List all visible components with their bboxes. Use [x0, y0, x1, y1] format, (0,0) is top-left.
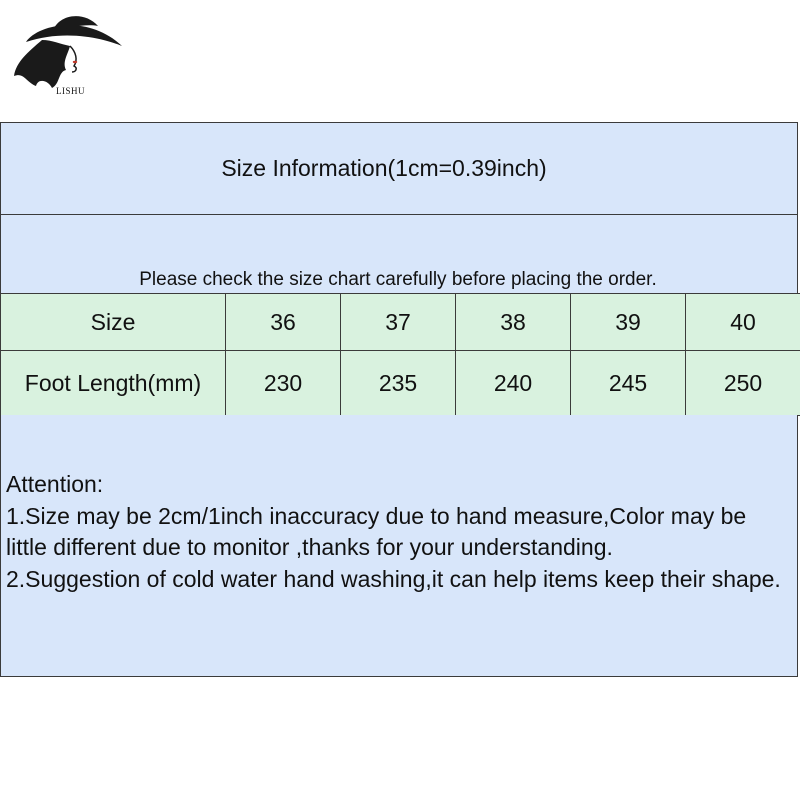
size-table	[0, 293, 800, 416]
size-chart-note-row	[1, 215, 797, 293]
table-cell: 36	[226, 294, 341, 351]
attention-line: 2.Suggestion of cold water hand washing,it can help items keep their shape.	[6, 565, 781, 592]
size-chart-note: Please check the size chart carefully before placing the order.	[139, 269, 657, 290]
size-chart-title: Size Information(1cm=0.39inch)	[221, 155, 547, 181]
table-row	[1, 294, 800, 351]
table-cell: 230	[226, 351, 341, 416]
table-cell: 245	[571, 351, 686, 416]
logo-text: LISHU	[56, 86, 85, 96]
table-cell: 40	[686, 294, 800, 351]
size-chart-header	[1, 123, 797, 215]
table-cell: 240	[456, 351, 571, 416]
table-row	[1, 351, 800, 416]
row-label-size: Size	[1, 294, 226, 351]
table-cell: 39	[571, 294, 686, 351]
table-cell: 235	[341, 351, 456, 416]
brand-logo	[8, 6, 128, 94]
row-label-foot-length: Foot Length(mm)	[1, 351, 226, 416]
attention-heading: Attention:	[6, 471, 104, 497]
attention-section	[1, 415, 797, 676]
table-cell: 38	[456, 294, 571, 351]
table-cell: 250	[686, 351, 800, 416]
table-cell: 37	[341, 294, 456, 351]
woman-with-hat-icon	[8, 6, 128, 94]
attention-text	[6, 469, 787, 595]
size-chart	[0, 122, 798, 677]
attention-line: 1.Size may be 2cm/1inch inaccuracy due to hand measure,Color may be little different due to monitor ,thanks for your understanding.	[6, 502, 747, 560]
